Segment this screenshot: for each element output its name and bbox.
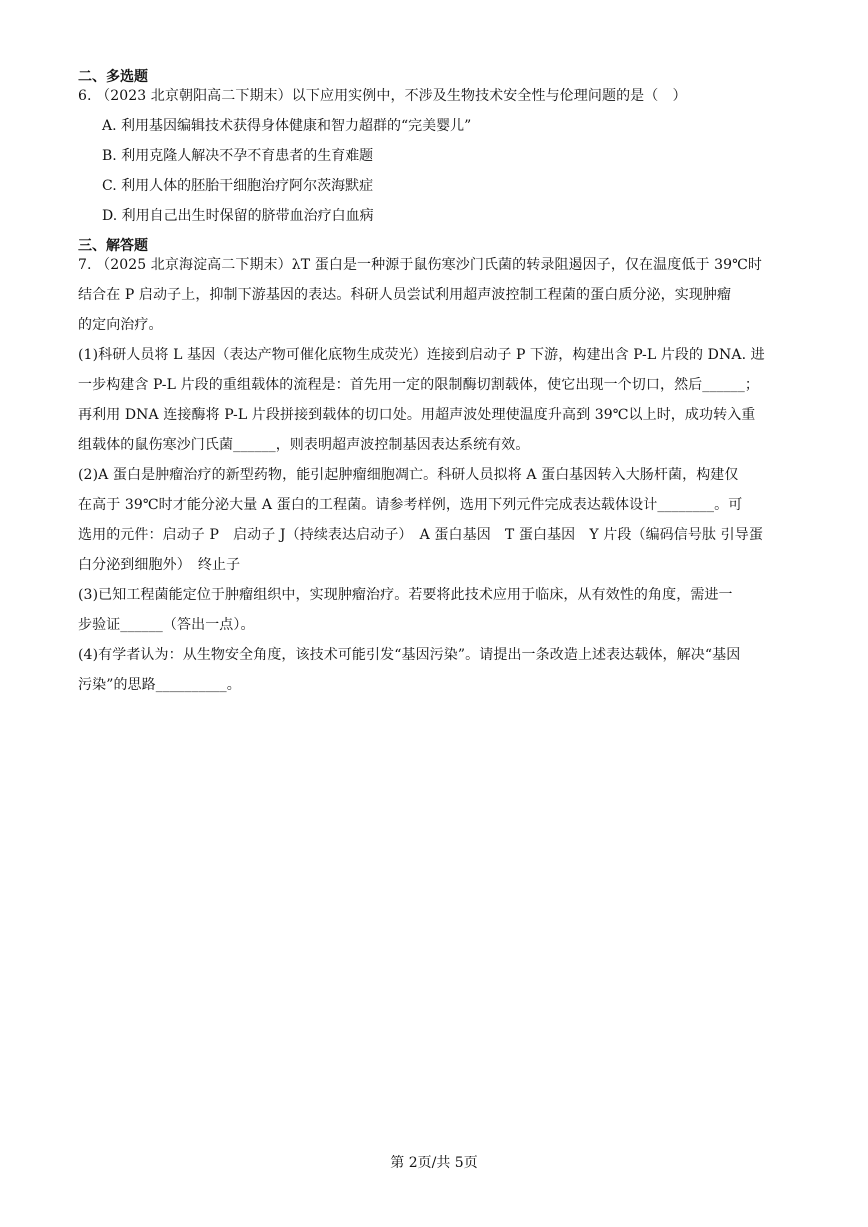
question-7-part-1-line: 一步构建含 P-L 片段的重组载体的流程是：首先用一定的限制酶切割载体，使它出现一个切口，然后______； [78,377,759,393]
question-7-part-4-line: 污染”的思路__________。 [78,677,241,693]
question-6-option-c: C. 利用人体的胚胎干细胞治疗阿尔茨海默症 [102,178,374,194]
question-6-option-b: B. 利用克隆人解决不孕不育患者的生育难题 [102,148,374,164]
question-6-option-d: D. 利用自己出生时保留的脐带血治疗白血病 [102,208,374,224]
question-6-option-a: A. 利用基因编辑技术获得身体健康和智力超群的“完美婴儿” [102,118,472,134]
question-7-part-3-line: (3)已知工程菌能定位于肿瘤组织中，实现肿瘤治疗。若要将此技术应用于临床，从有效性的角度，需进一 [78,587,733,603]
question-7-line: 的定向治疗。 [78,317,163,333]
question-7-part-1-line: (1)科研人员将 L 基因（表达产物可催化底物生成荧光）连接到启动子 P 下游，构建出含 P-L 片段的 DNA. 进 [78,347,765,363]
question-7-part-4-line: (4)有学者认为：从生物安全角度，该技术可能引发“基因污染”。请提出一条改造上述表达载体，解决“基因 [78,647,741,663]
page-number-footer: 第 2页/共 5页 [390,1155,478,1171]
question-7-line: 结合在 P 启动子上，抑制下游基因的表达。科研人员尝试利用超声波控制工程菌的蛋白质分泌，实现肿瘤 [78,287,732,303]
question-7-line: 7. （2025 北京海淀高二下期末）λT 蛋白是一种源于鼠伤寒沙门氏菌的转录阻遏因子，仅在温度低于 39℃时 [78,257,762,273]
question-7-part-3-line: 步验证______（答出一点）。 [78,617,255,633]
question-7-part-2-line: 白分泌到细胞外） 终止子 [78,557,241,573]
question-7-part-1-line: 再利用 DNA 连接酶将 P-L 片段拼接到载体的切口处。用超声波处理使温度升高到 39℃以上时，成功转入重 [78,407,756,423]
section-title-multiple-choice: 二、多选题 [78,69,148,85]
question-6-stem: 6. （2023 北京朝阳高二下期末）以下应用实例中，不涉及生物技术安全性与伦理问题的是（ ） [78,88,687,104]
section-title-answer-questions: 三、解答题 [78,238,148,254]
question-7-part-2-line: 选用的元件：启动子 P 启动子 J（持续表达启动子） A 蛋白基因 T 蛋白基因 Y 片段（编码信号肽 引导蛋 [78,527,763,543]
question-7-part-2-line: (2)A 蛋白是肿瘤治疗的新型药物，能引起肿瘤细胞凋亡。科研人员拟将 A 蛋白基因转入大肠杆菌，构建仅 [78,467,739,483]
question-7-part-1-line: 组载体的鼠伤寒沙门氏菌______，则表明超声波控制基因表达系统有效。 [78,437,530,453]
question-7-part-2-line: 在高于 39℃时才能分泌大量 A 蛋白的工程菌。请参考样例，选用下列元件完成表达载体设计________。可 [78,497,743,513]
